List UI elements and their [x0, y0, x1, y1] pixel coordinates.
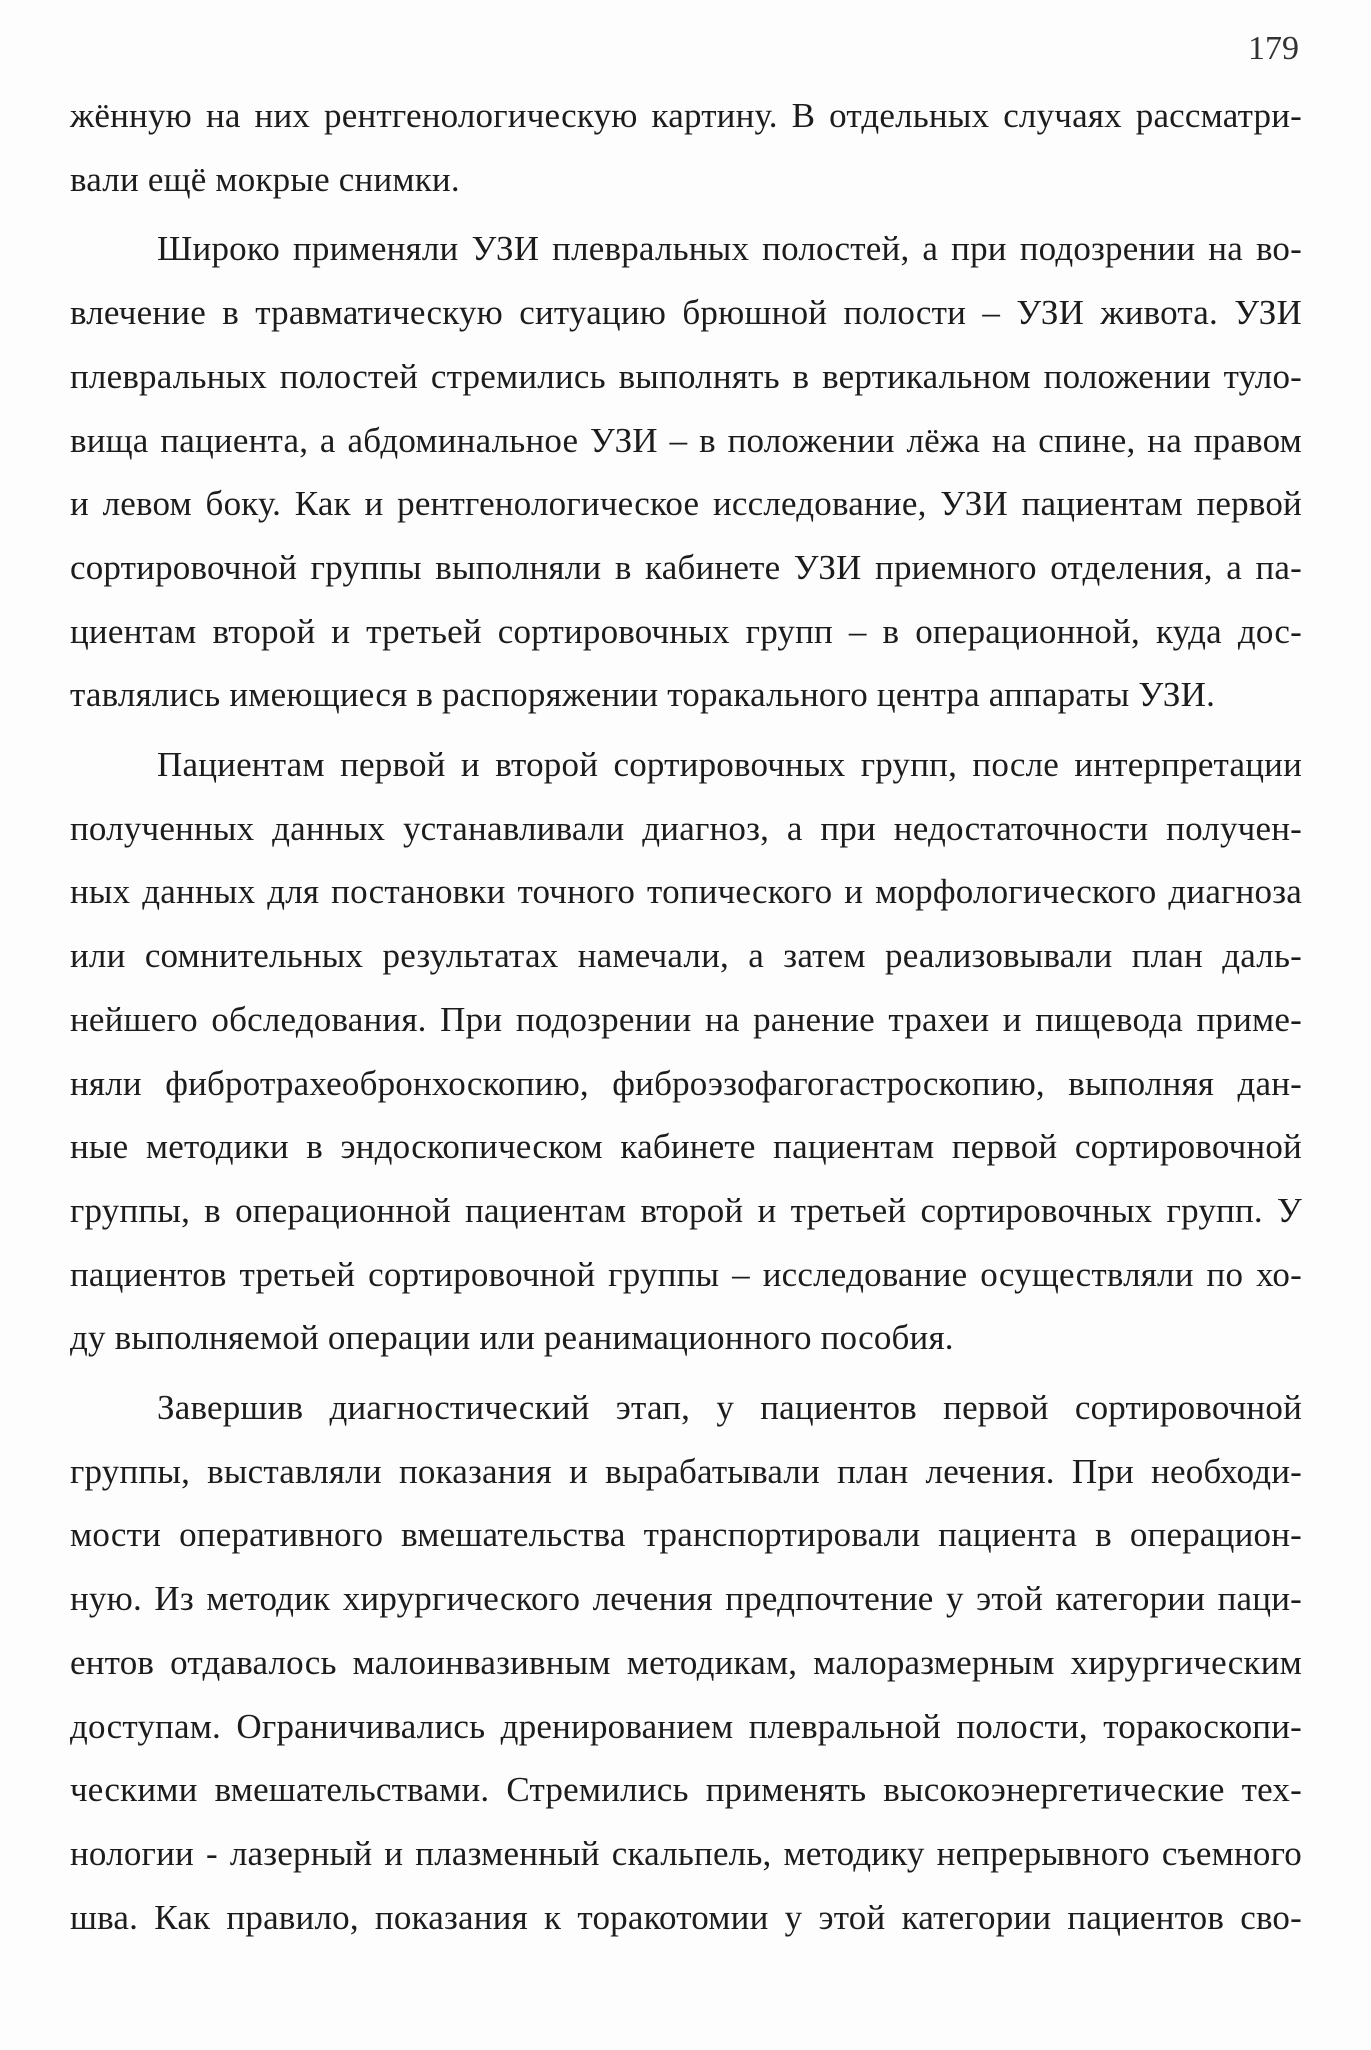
paragraph-2 [70, 217, 1302, 727]
text-line: ентов отдавалось малоинвазивным методикам, малоразмерным хирургическим [70, 1642, 1302, 1682]
text-line: сортировочной группы выполняли в кабинете УЗИ приемного отделения, а па- [70, 547, 1302, 587]
paragraph-1 [70, 84, 1302, 211]
text-line: жённую на них рентгенологическую картину. В отдельных случаях рассматри- [70, 96, 1302, 135]
text-line: группы, выставляли показания и вырабатывали план лечения. При необходи- [70, 1451, 1302, 1491]
text-line: вали ещё мокрые снимки. [70, 159, 460, 199]
text-line: циентам второй и третьей сортировочных групп – в операционной, куда дос- [70, 611, 1302, 651]
text-line: плевральных полостей стремились выполнять в вертикальном положении туло- [70, 356, 1302, 396]
text-line: Завершив диагностический этап, у пациентов первой сортировочной [157, 1388, 1302, 1428]
text-line: тавлялись имеющиеся в распоряжении торакального центра аппараты УЗИ. [70, 675, 1216, 715]
text-line: нологии - лазерный и плазменный скальпель, методику непрерывного съемного [70, 1833, 1302, 1873]
text-line: и левом боку. Как и рентгенологическое исследование, УЗИ пациентам первой [70, 484, 1302, 524]
page-number: 179 [1248, 30, 1299, 67]
text-line: ных данных для постановки точного топического и морфологического диагноза [70, 872, 1302, 912]
paragraph-3 [70, 733, 1302, 1370]
text-line: вища пациента, а абдоминальное УЗИ – в положении лёжа на спине, на правом [70, 420, 1302, 460]
text-line: полученных данных устанавливали диагноз, а при недостаточности получен- [70, 808, 1302, 848]
text-line: няли фибротрахеобронхоскопию, фиброэзофагогастроскопию, выполняя дан- [70, 1063, 1302, 1103]
text-line: шва. Как правило, показания к торакотомии у этой категории пациентов сво- [70, 1897, 1302, 1937]
text-line: группы, в операционной пациентам второй и третьей сортировочных групп. У [70, 1190, 1302, 1230]
paragraph-4 [70, 1376, 1302, 1949]
text-line: мости оперативного вмешательства транспортировали пациента в операцион- [70, 1515, 1302, 1555]
text-line: Широко применяли УЗИ плевральных полостей, а при подозрении на во- [157, 229, 1302, 269]
text-line: нейшего обследования. При подозрении на ранение трахеи и пищевода приме- [70, 999, 1302, 1039]
text-line: влечение в травматическую ситуацию брюшной полости – УЗИ живота. УЗИ [70, 293, 1302, 333]
text-line: пациентов третьей сортировочной группы – исследование осуществляли по хо- [70, 1254, 1302, 1294]
text-line: доступам. Ограничивались дренированием плевральной полости, торакоскопи- [70, 1706, 1302, 1746]
text-line: ные методики в эндоскопическом кабинете пациентам первой сортировочной [70, 1127, 1302, 1167]
text-line: ческими вмешательствами. Стремились применять высокоэнергетические тех- [70, 1770, 1302, 1810]
text-line: ную. Из методик хирургического лечения предпочтение у этой категории паци- [70, 1579, 1302, 1619]
body-text [70, 84, 1302, 1955]
text-line: Пациентам первой и второй сортировочных групп, после интерпретации [157, 745, 1302, 785]
text-line: ду выполняемой операции или реанимационного пособия. [70, 1318, 954, 1358]
text-line: или сомнительных результатах намечали, а затем реализовывали план даль- [70, 936, 1302, 976]
